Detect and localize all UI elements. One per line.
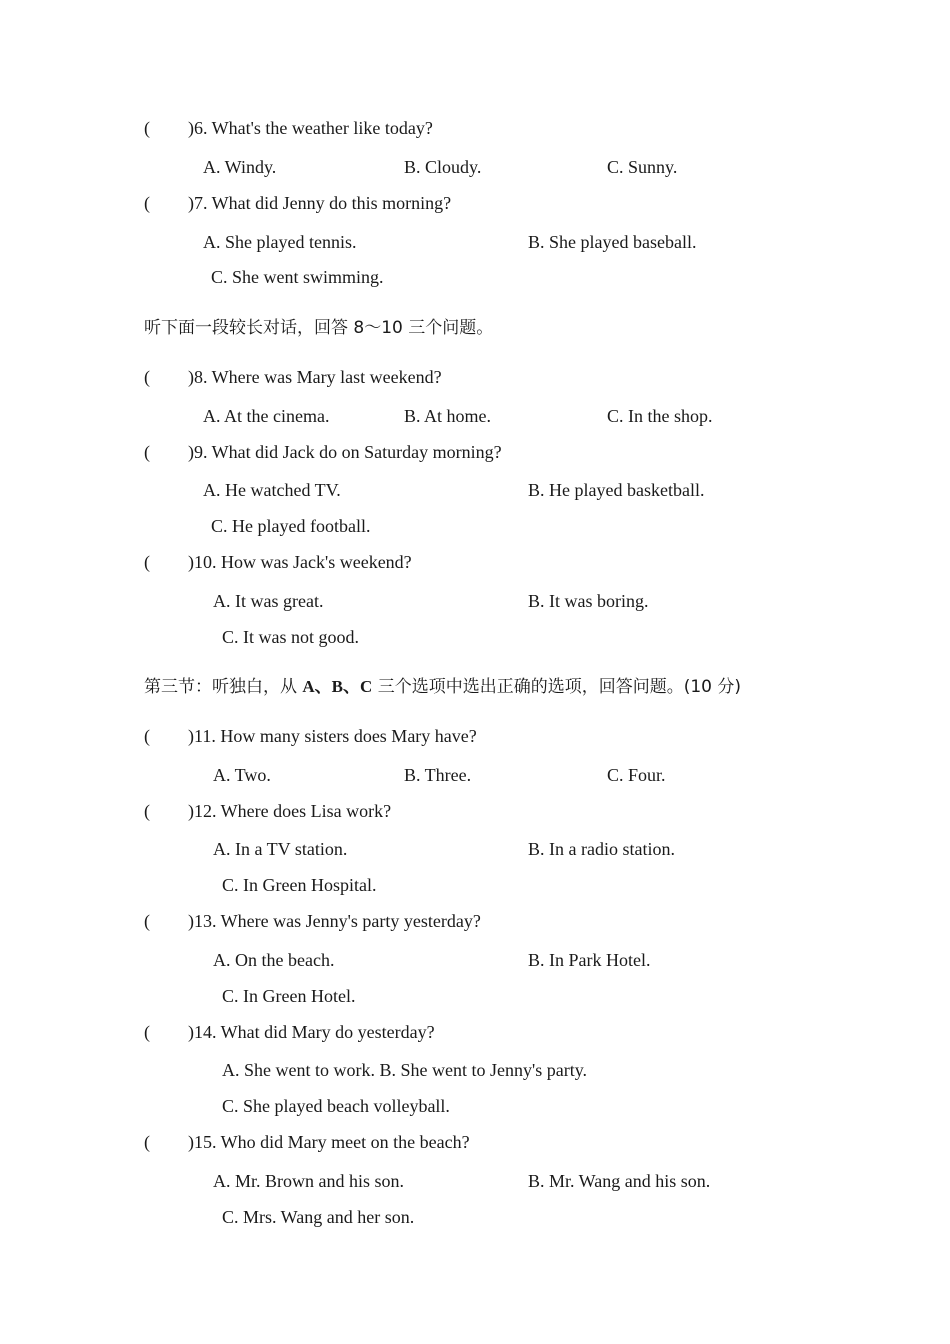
q13-option-b: B. In Park Hotel. — [528, 950, 651, 970]
section-heading-dialogue: 听下面一段较长对话，回答 8～10 三个问题。 — [144, 318, 494, 338]
q9-option-c: C. He played football. — [211, 516, 371, 536]
question-bracket: ( — [144, 552, 150, 572]
question-bracket: ( — [144, 442, 150, 462]
q11-option-a: A. Two. — [213, 765, 271, 785]
q9-option-a: A. He watched TV. — [203, 480, 341, 500]
q14-option-ab: A. She went to work. B. She went to Jenny's party. — [222, 1060, 588, 1080]
q8-option-a: A. At the cinema. — [203, 406, 330, 426]
question-bracket: ( — [144, 726, 150, 746]
heading-prefix: 第三节：听独白，从 — [144, 677, 303, 697]
q10-option-c: C. It was not good. — [222, 627, 359, 647]
question-7: )7. What did Jenny do this morning? — [188, 193, 452, 213]
q12-option-c: C. In Green Hospital. — [222, 875, 377, 895]
question-bracket: ( — [144, 911, 150, 931]
question-bracket: ( — [144, 1132, 150, 1152]
question-13: )13. Where was Jenny's party yesterday? — [188, 911, 481, 931]
question-bracket: ( — [144, 193, 150, 213]
q11-option-c: C. Four. — [607, 765, 666, 785]
question-14: )14. What did Mary do yesterday? — [188, 1022, 435, 1042]
question-15: )15. Who did Mary meet on the beach? — [188, 1132, 470, 1152]
heading-suffix: 三个选项中选出正确的选项，回答问题。(10 分) — [372, 677, 742, 697]
q15-option-c: C. Mrs. Wang and her son. — [222, 1207, 415, 1227]
question-bracket: ( — [144, 1022, 150, 1042]
q15-option-a: A. Mr. Brown and his son. — [213, 1171, 405, 1191]
question-11: )11. How many sisters does Mary have? — [188, 726, 477, 746]
q15-option-b: B. Mr. Wang and his son. — [528, 1171, 711, 1191]
q10-option-a: A. It was great. — [213, 591, 324, 611]
question-10: )10. How was Jack's weekend? — [188, 552, 412, 572]
q12-option-a: A. In a TV station. — [213, 839, 348, 859]
q7-option-a: A. She played tennis. — [203, 232, 357, 252]
q6-option-c: C. Sunny. — [607, 157, 678, 177]
q12-option-b: B. In a radio station. — [528, 839, 675, 859]
question-bracket: ( — [144, 801, 150, 821]
q6-option-b: B. Cloudy. — [404, 157, 482, 177]
q13-option-c: C. In Green Hotel. — [222, 986, 356, 1006]
q13-option-a: A. On the beach. — [213, 950, 335, 970]
q8-option-b: B. At home. — [404, 406, 492, 426]
question-8: )8. Where was Mary last weekend? — [188, 367, 442, 387]
q11-option-b: B. Three. — [404, 765, 472, 785]
q10-option-b: B. It was boring. — [528, 591, 649, 611]
question-6: )6. What's the weather like today? — [188, 118, 433, 138]
q8-option-c: C. In the shop. — [607, 406, 713, 426]
question-12: )12. Where does Lisa work? — [188, 801, 392, 821]
q7-option-b: B. She played baseball. — [528, 232, 697, 252]
question-bracket: ( — [144, 367, 150, 387]
q14-option-c: C. She played beach volleyball. — [222, 1096, 450, 1116]
heading-letters: A、B、C — [302, 677, 373, 696]
question-bracket: ( — [144, 118, 150, 138]
question-9: )9. What did Jack do on Saturday morning? — [188, 442, 502, 462]
q9-option-b: B. He played basketball. — [528, 480, 705, 500]
q7-option-c: C. She went swimming. — [211, 267, 384, 287]
q6-option-a: A. Windy. — [203, 157, 277, 177]
section-heading-monologue — [144, 676, 741, 698]
